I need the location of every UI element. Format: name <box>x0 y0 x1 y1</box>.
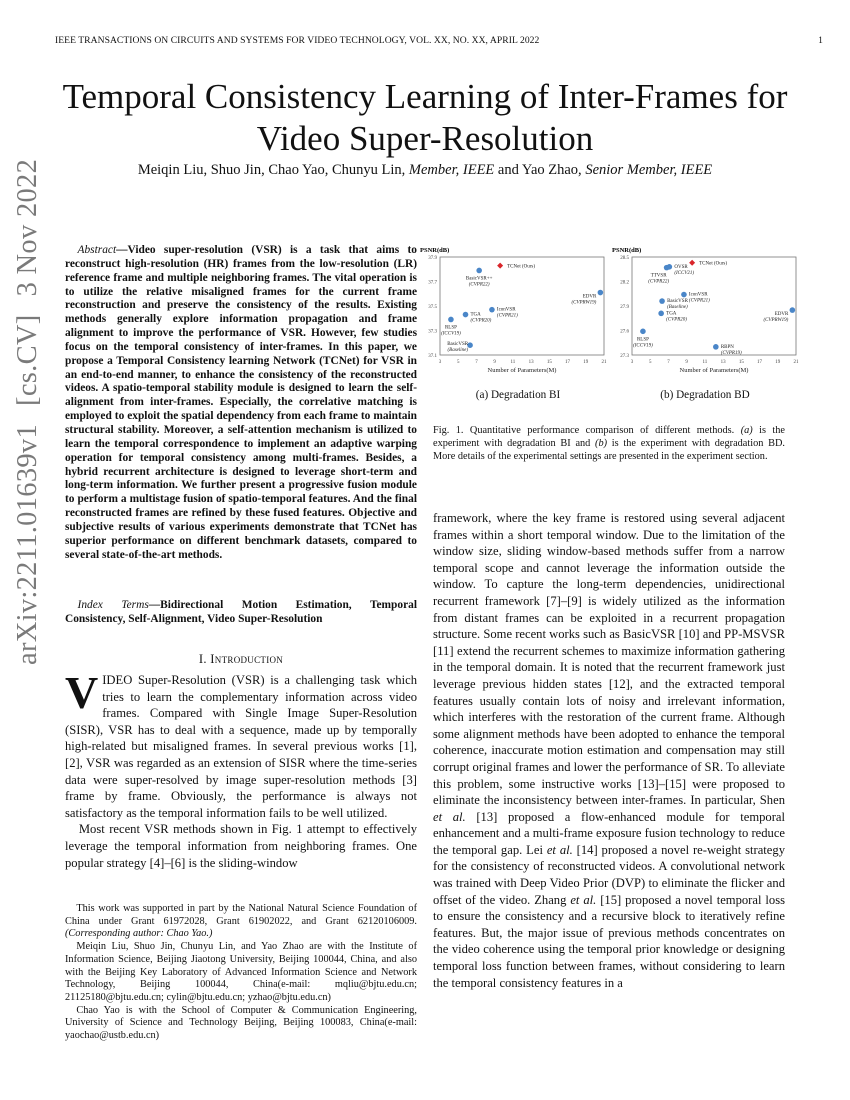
data-point <box>640 329 646 335</box>
authors-text: Meiqin Liu, Shuo Jin, Chao Yao, Chunyu Lin, <box>137 162 409 178</box>
x-tick-label: 15 <box>738 360 744 365</box>
abstract <box>65 244 417 562</box>
et-al: et al. <box>433 809 466 824</box>
corresponding-author: (Corresponding author: Chao Yao.) <box>65 928 213 940</box>
data-point <box>467 342 473 348</box>
x-tick-label: 5 <box>648 360 652 365</box>
paragraph-text: IDEO Super-Resolution (VSR) is a challenging task which tries to learn the complementary information across video frames. Compared with Single Image Super-Resolution (SISR), VSR has to deal with a sequence, made up by temporally high-related but misaligned frames. In several previous works [1], [2], VSR was regarded as an extension of SISR where the time-series data were super-resolved by image super-resolution methods [3] frame by frame. Obviously, the performance is always not satisfactory as the temporal information fails to be well utilized. <box>65 673 417 820</box>
y-tick-label: 27.9 <box>620 305 629 310</box>
abstract-label: Abstract <box>77 244 117 256</box>
point-venue: (Baseline) <box>667 305 688 311</box>
caption-label: Fig. 1. <box>433 425 464 436</box>
point-label: TTVSR <box>650 273 667 279</box>
x-axis-label: Number of Parameters(M) <box>679 367 749 374</box>
x-tick-label: 13 <box>528 360 534 365</box>
point-label: RLSP <box>444 325 457 331</box>
x-tick-label: 9 <box>493 360 496 365</box>
y-tick-label: 37.7 <box>428 280 437 286</box>
point-label: EDVR <box>582 294 597 300</box>
journal-name: IEEE TRANSACTIONS ON CIRCUITS AND SYSTEMS FOR VIDEO TECHNOLOGY, VOL. XX, NO. XX, APRIL 2022 <box>55 35 540 46</box>
data-point <box>681 292 687 298</box>
et-al: et al. <box>546 842 573 857</box>
caption-ref: (a) <box>740 425 753 436</box>
point-venue: (CVPR20) <box>666 317 687 323</box>
x-tick-label: 19 <box>775 360 781 365</box>
point-label: RLSP <box>636 337 649 343</box>
affiliation-note-2: Chao Yao is with the School of Computer & Communication Engineering, University of Science and Technology Beijing, Beijing 100083, China(e-mail: yaochao@ustb.edu.cn) <box>65 1004 417 1042</box>
data-point-ours <box>689 260 695 266</box>
data-point <box>489 307 495 313</box>
x-tick-label: 17 <box>757 360 763 365</box>
data-point <box>713 344 719 350</box>
x-tick-label: 3 <box>630 360 634 365</box>
arxiv-date: 3 Nov 2022 <box>12 158 43 297</box>
caption-ref: (b) <box>595 437 608 449</box>
point-venue: (CVPR21) <box>496 313 518 319</box>
y-tick-label: 37.1 <box>428 354 437 359</box>
point-label: TCNet (Ours) <box>507 264 536 270</box>
x-tick-label: 3 <box>438 360 442 365</box>
title-line-1: Temporal Consistency Learning of Inter-Frames for <box>62 77 788 116</box>
subcaption-a: (a) Degradation BI <box>475 389 561 401</box>
point-venue: (ICCV19) <box>633 343 653 349</box>
footnote <box>65 903 417 1043</box>
x-tick-label: 7 <box>667 360 670 365</box>
paragraph-text: [14] proposed a novel re-weight strategy for the consistency of reconstructed videos. A convolutional network was trained with Deep Video Prior (DVP) to eliminate the flicker and offset of the video. Zhang <box>433 842 785 907</box>
point-venue: (CVPR22) <box>648 279 670 285</box>
subcaption-b: (b) Degradation BD <box>660 389 750 401</box>
scatter-chart <box>418 243 608 383</box>
author-role: Member, IEEE <box>408 162 495 178</box>
y-tick-label: 27.6 <box>620 329 629 335</box>
point-label: BasicVSR <box>447 342 469 348</box>
plot-frame <box>440 257 604 355</box>
point-label: OVSR <box>674 264 688 270</box>
y-tick-label: 37.3 <box>428 329 437 335</box>
point-label: BasicVSR <box>667 299 688 305</box>
x-tick-label: 7 <box>475 360 478 365</box>
data-point <box>598 290 604 296</box>
paragraph-text: [15] proposed a novel temporal loss to ensure the consistency and a recursive block to iteratively refine features. But, the major issue of previous methods concentrates on the video coherence using the temporal prior knowledge or designing temporal loss function between frames, without considering to learn the temporal consistency features in a <box>433 892 785 990</box>
point-venue: (ICCV21) <box>674 270 695 276</box>
funding-note <box>65 903 417 941</box>
caption-text: is the experiment with degradation BD. More details of the experimental settings are presented in the experiment section. <box>433 437 785 462</box>
paper-title <box>40 76 810 160</box>
scatter-plot-bd <box>610 243 800 383</box>
scatter-plot-bi <box>418 243 608 383</box>
data-point <box>463 312 469 318</box>
point-venue: (CVPR20) <box>470 318 492 324</box>
data-point <box>667 264 673 270</box>
data-point <box>448 317 454 323</box>
paragraph-text: framework, where the key frame is restored using several adjacent frames within a short temporal window. Due to the limitation of the window size, sliding window-based methods suffer from a narrow temporal scope and cannot leverage the information outside the window. To capture the long-term dependencies, unidirectional recurrent framework [7]–[9] is widely utilized as the information from distant frames can be exploited in a recurrent propagation structure. Some recent works such as BasicVSR [10] and PP-MSVSR [11] extend the recurrent schemes to maximize information gathering in the temporal domain. It is noted that the recurrent framework just leverage previous hidden states [12], and the extracted temporal features usually contain lots of noisy and irrelevant information, which interferes with the restoration of the current frame. Although some alignment methods have been adopted to enhance the temporal coherence, inaccurate motion estimation and compensation may still corrupt original frames and lower the performance of SR. To alleviate this problem, some instructive works [13]–[15] were proposed to eliminate the inconsistency between inter-frames. In particular, Shen <box>433 511 785 808</box>
x-tick-label: 9 <box>685 360 688 365</box>
author-list <box>40 162 810 179</box>
plot-frame <box>632 257 796 355</box>
et-al: et al. <box>570 892 597 907</box>
x-tick-label: 15 <box>546 360 552 365</box>
x-tick-label: 17 <box>565 360 571 365</box>
footnote-text: This work was supported in part by the National Natural Science Foundation of China under Grant 61972028, Grant 61902022, and Grant 62120106009. <box>65 903 417 927</box>
point-label: TGA <box>666 311 677 317</box>
arxiv-id[interactable]: arXiv:2211.01639v1 <box>12 423 43 665</box>
point-venue: (CVPR19) <box>720 350 742 356</box>
x-tick-label: 11 <box>510 360 516 365</box>
y-axis-label: PSNR(dB) <box>612 247 642 254</box>
point-label: EDVR <box>774 312 789 318</box>
y-tick-label: 37.9 <box>428 256 437 261</box>
introduction-body <box>65 667 417 871</box>
y-tick-label: 37.5 <box>428 305 437 310</box>
title-line-2: Video Super-Resolution <box>256 119 594 158</box>
scatter-chart <box>610 243 800 383</box>
authors-text: and Yao Zhao, <box>494 162 586 178</box>
data-point <box>658 311 664 317</box>
x-tick-label: 21 <box>601 360 607 365</box>
abstract-text: —Video super-resolution (VSR) is a task that aims to reconstruct high-resolution (HR) frames from the low-resolution (LR) reference frame and multiple neighboring frames. The vital operation is to utilize the relative misaligned frames for the current frame reconstruction and preserve the consistency of the results. Existing methods generally explore information propagation and frame alignment to improve the performance of VSR. However, few studies focus on the temporal consistency of inter-frames. In this paper, we propose a Temporal Consistency learning Network (TCNet) for VSR in an end-to-end manner, to enhance the consistency of the reconstructed videos. A spatio-temporal stability module is designed to learn the self-alignment from inter-frames. Especially, the correlative matching is employed to exploit the spatial dependency from each frame to maintain structural stability. Moreover, a self-attention mechanism is utilized to learn the temporal correspondence to implement an adaptive warping operation for temporal consistency among multi-frames. Besides, a hybrid recurrent architecture is designed to leverage short-term and long-term information. We further present a progressive fusion module to perform a multistage fusion of spatio-temporal features. And the final reconstructed frames are refined by these fused features. Objective and subjective results of various experiments demonstrate that TCNet has superior performance on different benchmark datasets, compared to several state-of-the-art methods. <box>65 244 417 561</box>
index-terms <box>65 599 417 627</box>
index-terms-text: —Bidirectional Motion Estimation, Temporal Consistency, Self-Alignment, Video Super-Resolution <box>65 599 417 625</box>
figure-caption <box>433 425 785 463</box>
point-label: TGA <box>470 312 481 318</box>
x-tick-label: 5 <box>456 360 460 365</box>
y-tick-label: 28.5 <box>620 256 629 261</box>
caption-text: is the experiment with degradation BI and <box>433 425 785 449</box>
x-tick-label: 19 <box>583 360 589 365</box>
intro-paragraph-2: Most recent VSR methods shown in Fig. 1 attempt to effectively leverage the temporal information from neighboring frames. One popular strategy [4]–[6] is the sliding-window <box>65 822 417 870</box>
point-label: IconVSR <box>688 292 708 298</box>
dropcap: V <box>65 667 99 718</box>
paragraph-text: [13] proposed a flow-enhanced module for temporal enhancement and a multi-frame exposure fusion technology to reduce the temporal gap. Lei <box>433 809 785 857</box>
x-tick-label: 13 <box>720 360 726 365</box>
right-column-body <box>433 510 785 991</box>
point-venue: (CVPRW19) <box>571 300 597 306</box>
point-label: IconVSR <box>496 307 516 313</box>
section-heading-introduction: I. Introduction <box>198 652 284 666</box>
data-point-ours <box>497 263 503 269</box>
x-tick-label: 21 <box>793 360 799 365</box>
figure-1 <box>418 243 808 383</box>
data-point <box>659 298 665 304</box>
point-venue: (ICCV19) <box>441 331 461 337</box>
point-venue: (CVPR21) <box>688 298 710 304</box>
point-venue: (Baseline) <box>447 348 469 354</box>
caption-text: Quantitative performance comparison of different methods. <box>463 425 741 436</box>
affiliation-note-1: Meiqin Liu, Shuo Jin, Chunyu Lin, and Yao Zhao are with the Institute of Information Science, Beijing Jiaotong University, Beijing 100044, China, and also with the Beijing Key Laboratory of Advanced Information Science and Network Technology, Beijing 100044, China(e-mail: mqliu@bjtu.edu.cn; 21125180@bjtu.edu.cn; cylin@bjtu.edu.cn; yzhao@bjtu.edu.cn) <box>65 941 417 1003</box>
data-point <box>790 307 796 313</box>
page-number: 1 <box>818 35 823 46</box>
point-venue: (CVPR22) <box>468 282 490 288</box>
intro-paragraph-1 <box>65 667 417 821</box>
arxiv-stamp <box>12 141 44 665</box>
running-header <box>55 35 823 46</box>
index-terms-label: Index Terms <box>77 599 149 611</box>
point-venue: (CVPRW19) <box>763 318 789 324</box>
point-label: BasicVSR++ <box>465 276 493 282</box>
data-point <box>476 268 482 274</box>
point-label: RBPN <box>720 344 734 350</box>
x-axis-label: Number of Parameters(M) <box>487 367 557 374</box>
arxiv-category: [cs.CV] <box>12 314 43 406</box>
x-tick-label: 11 <box>702 360 708 365</box>
point-label: TCNet (Ours) <box>699 261 728 267</box>
y-axis-label: PSNR(dB) <box>420 247 450 254</box>
author-role: Senior Member, IEEE <box>585 162 713 178</box>
y-tick-label: 27.3 <box>620 354 629 359</box>
y-tick-label: 28.2 <box>620 280 629 286</box>
